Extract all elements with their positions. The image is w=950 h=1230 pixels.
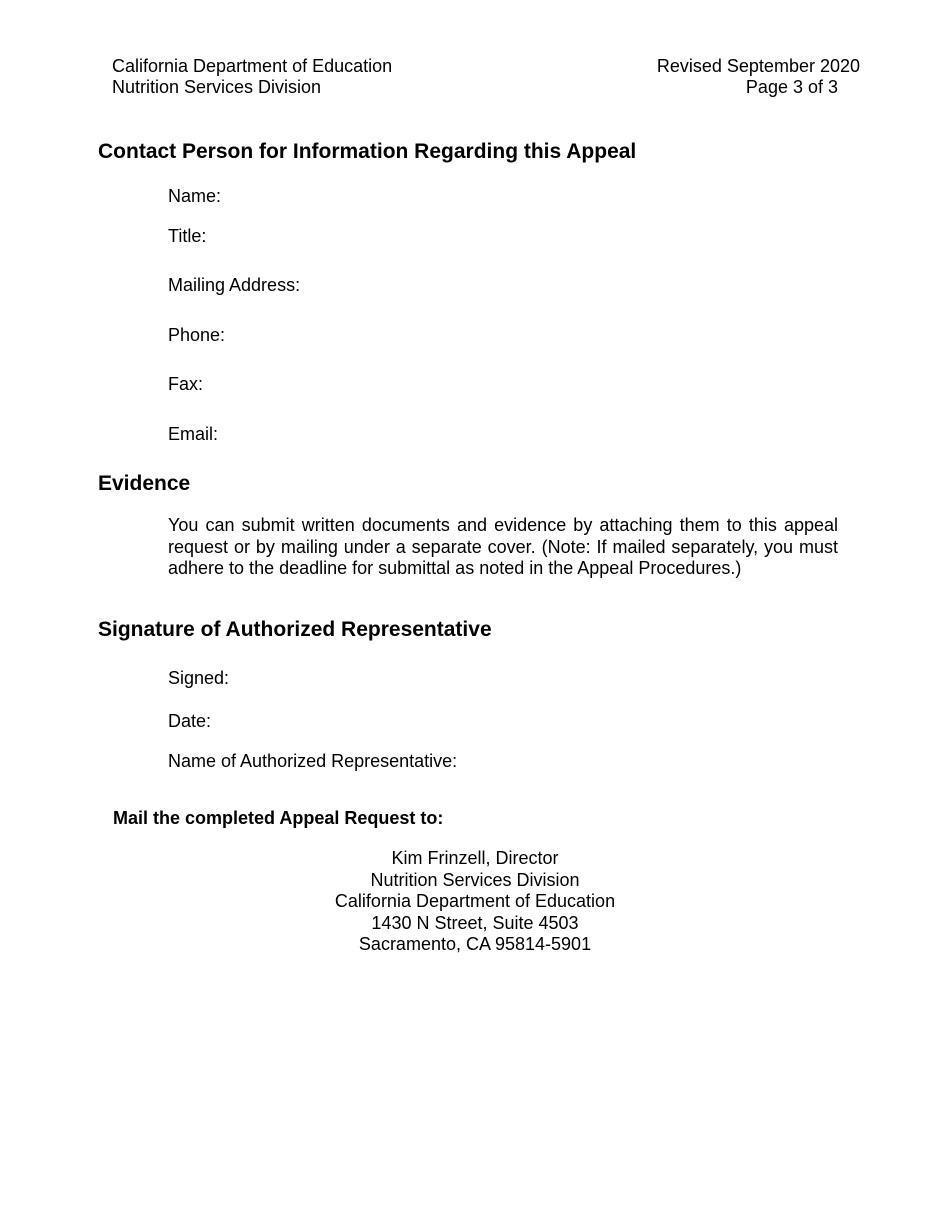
evidence-heading: Evidence — [98, 472, 191, 495]
header-revised-date: Revised September 2020 — [656, 56, 860, 76]
address-line: Kim Frinzell, Director — [391, 848, 559, 868]
signed-label: Signed: — [168, 668, 230, 688]
header-organization — [112, 56, 392, 98]
contact-name-label: Name: — [168, 186, 222, 206]
contact-heading: Contact Person for Information Regarding this Appeal — [98, 140, 637, 163]
address-line: Nutrition Services Division — [370, 869, 580, 890]
contact-mailing-address-label: Mailing Address: — [168, 275, 301, 295]
mail-heading: Mail the completed Appeal Request to: — [113, 808, 444, 828]
address-line: Sacramento, CA 95814-5901 — [358, 934, 592, 954]
header-org-line2: Nutrition Services Division — [112, 77, 322, 97]
header-page-number: Page 3 of 3 — [745, 77, 838, 97]
contact-title-label: Title: — [168, 226, 207, 246]
contact-email-label: Email: — [168, 424, 219, 444]
contact-phone-label: Phone: — [168, 325, 226, 345]
header-org-line1: California Department of Education — [112, 56, 393, 76]
signature-heading: Signature of Authorized Representative — [98, 618, 492, 641]
header-revision — [650, 56, 860, 98]
signature-date-label: Date: — [168, 711, 212, 731]
authorized-representative-name-label: Name of Authorized Representative: — [168, 751, 458, 771]
address-line: California Department of Education — [334, 891, 616, 911]
contact-fax-label: Fax: — [168, 374, 204, 394]
mailing-address-block — [275, 848, 675, 956]
evidence-paragraph: You can submit written documents and evidence by attaching them to this appeal request or by mailing under a separate cover. (Note: If mailed separately, you must adhere to the deadline for submittal as noted in the Appeal Procedures.) — [168, 515, 838, 578]
address-line: 1430 N Street, Suite 4503 — [371, 912, 579, 933]
